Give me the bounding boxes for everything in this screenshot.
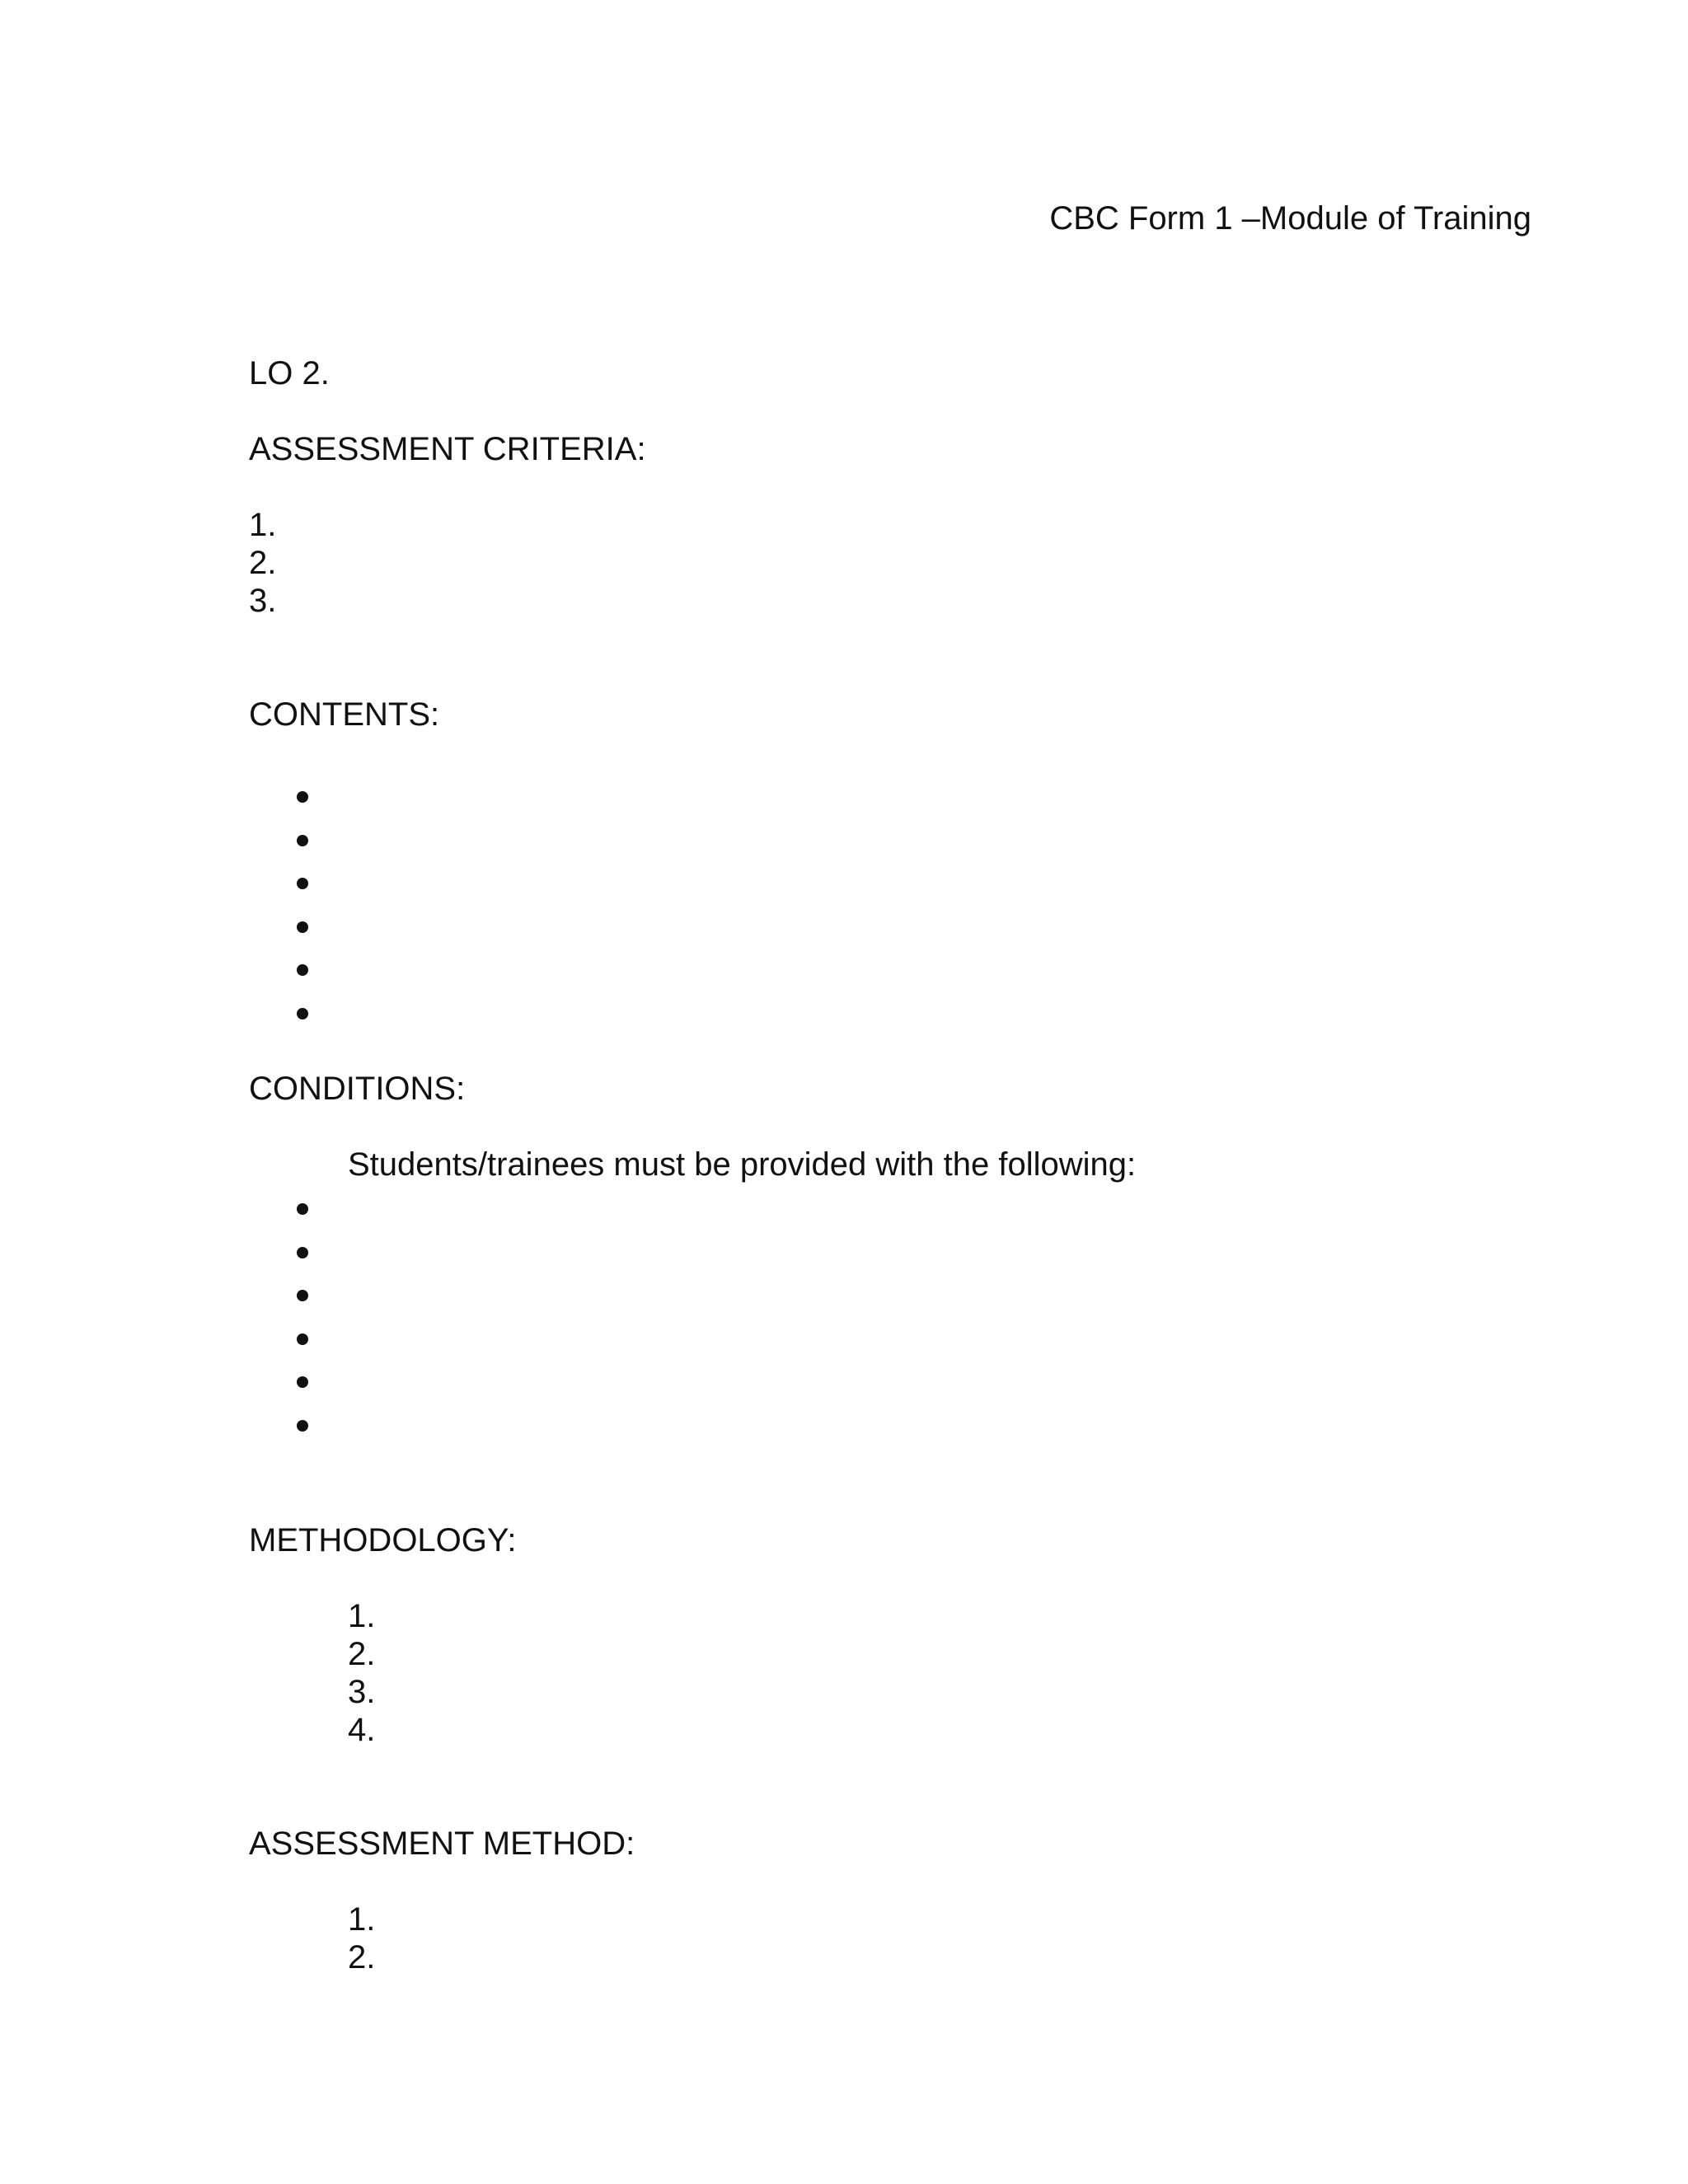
list-item: 2. (348, 1636, 376, 1672)
bullet-icon (297, 1008, 308, 1019)
list-item: 1. (348, 1598, 376, 1634)
bullet-icon (297, 1376, 308, 1388)
list-item: 4. (348, 1712, 376, 1748)
list-item: 1. (348, 1901, 376, 1938)
methodology-heading: METHODOLOGY: (249, 1522, 517, 1558)
list-item: 2. (348, 1939, 376, 1975)
bullet-icon (297, 878, 308, 889)
bullet-icon (297, 1420, 308, 1432)
bullet-icon (297, 964, 308, 976)
methodology-list (348, 1597, 375, 1749)
assessment-criteria-heading: ASSESSMENT CRITERIA: (249, 431, 646, 467)
bullet-icon (297, 1203, 308, 1215)
contents-heading: CONTENTS: (249, 696, 440, 733)
bullet-icon (297, 791, 308, 803)
conditions-intro: Students/trainees must be provided with the following: (348, 1146, 1137, 1183)
list-item: 3. (348, 1674, 376, 1710)
list-item: 3. (249, 583, 277, 619)
learning-outcome-label: LO 2. (249, 355, 330, 391)
conditions-heading: CONDITIONS: (249, 1071, 466, 1107)
list-item: 2. (249, 545, 277, 581)
assessment-criteria-list (249, 506, 276, 620)
assessment-method-list (348, 1900, 375, 1976)
bullet-icon (297, 921, 308, 933)
bullet-icon (297, 1290, 308, 1301)
list-item: 1. (249, 507, 277, 543)
assessment-method-heading: ASSESSMENT METHOD: (249, 1825, 635, 1862)
bullet-icon (297, 835, 308, 846)
form-title: CBC Form 1 –Module of Training (1049, 200, 1531, 237)
bullet-icon (297, 1247, 308, 1258)
bullet-icon (297, 1333, 308, 1345)
